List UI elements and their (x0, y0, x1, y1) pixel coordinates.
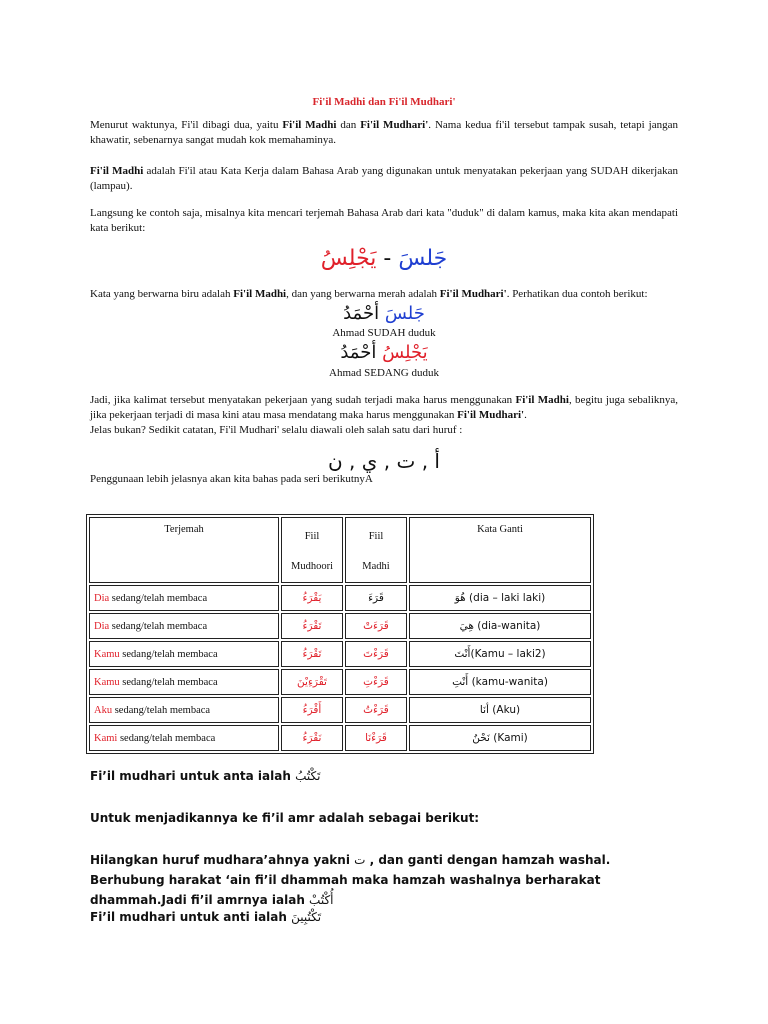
cell-terjemah: Aku sedang/telah membaca (89, 697, 279, 723)
cell-mudhari: نَقْرَءُ (281, 725, 343, 751)
amr-line-2-text: Untuk menjadikannya ke fi’il amr adalah sebagai berikut: (90, 811, 480, 825)
example-1-caption: Ahmad SUDAH duduk (332, 327, 436, 339)
intro-term-madhi: Fi'il Madhi (282, 119, 337, 131)
color-note-text-3: . Perhatikan dua contoh berikut: (506, 288, 648, 300)
cell-madhi: قَرَءْتَ (345, 641, 407, 667)
amr-line-4 (90, 907, 690, 927)
example-sentence-2 (0, 341, 768, 365)
example-1-verb: جَلسَ (384, 303, 425, 324)
prefix-letters: أ , ت , ي , ن (328, 449, 440, 473)
amr-paragraph-text-1: Hilangkan huruf mudhara’ahnya yakni (90, 853, 355, 867)
amr-line-2 (90, 808, 690, 828)
color-note-text-2: , dan yang berwarna merah adalah (286, 288, 440, 300)
example-2-verb: يَجْلِسُ (382, 342, 428, 363)
color-note-paragraph (90, 287, 678, 302)
example-intro-text: Langsung ke contoh saja, misalnya kita mencari terjemah Bahasa Arab dari kata "duduk" di dalam kamus, maka kita akan mendapati kata berikut: (90, 207, 678, 234)
conjugation-table (86, 514, 594, 754)
intro-term-mudhari: Fi'il Mudhari' (360, 119, 429, 131)
cell-madhi: قَرَءْتِ (345, 669, 407, 695)
example-2-caption: Ahmad SEDANG duduk (329, 367, 439, 379)
definition-text: adalah Fi'il atau Kata Kerja dalam Bahasa Arab yang digunakan untuk menyatakan pekerjaan yang SUDAH dikerjakan (lampau). (90, 165, 678, 192)
table-row (89, 697, 591, 723)
example-intro-paragraph (90, 206, 678, 236)
amr-paragraph-text-2: , dan ganti dengan hamzah washal. Berhubung harakat ‘ain fi’il dhammah maka hamzah washalnya berharakat dhammah.Jadi fi’il amrnya ialah (90, 853, 611, 907)
cell-mudhari: تَقْرَءُ (281, 613, 343, 639)
amr-paragraph-arabic-1: ت (354, 853, 366, 867)
table-row (89, 641, 591, 667)
next-note: Penggunaan lebih jelasnya akan kita bahas pada seri berikutnyA (90, 473, 373, 485)
definition-term: Fi'il Madhi (90, 165, 144, 177)
intro-paragraph (90, 118, 678, 148)
definition-paragraph (90, 164, 678, 194)
example-word-madhi: جَلسَ (398, 246, 448, 271)
intro-text-1: Menurut waktunya, Fi'il dibagi dua, yaitu (90, 119, 283, 131)
color-note-term-mudhari: Fi'il Mudhari' (439, 288, 507, 300)
cell-mudhari: أَقْرَءُ (281, 697, 343, 723)
cell-mudhari: تَقْرَءُ (281, 641, 343, 667)
amr-paragraph-arabic-2: أُكْتُبْ (309, 893, 334, 907)
example-words (0, 244, 768, 274)
cell-kata-ganti: هِيَ (dia-wanita) (409, 613, 591, 639)
color-note-text-1: Kata yang berwarna biru adalah (90, 288, 234, 300)
cell-madhi: قَرَءْنَا (345, 725, 407, 751)
rule-note: Jelas bukan? Sedikit catatan, Fi'il Mudhari' selalu diawali oleh salah satu dari huruf : (90, 424, 463, 436)
intro-text-2: dan (336, 119, 361, 131)
table-row (89, 585, 591, 611)
example-word-separator: - (376, 246, 399, 271)
cell-terjemah: Dia sedang/telah membaca (89, 585, 279, 611)
cell-mudhari: تَقْرَءِيْنَ (281, 669, 343, 695)
cell-terjemah: Kamu sedang/telah membaca (89, 641, 279, 667)
example-word-mudhari: يَجْلِسُ (320, 246, 377, 271)
cell-kata-ganti: أَنْتَ(Kamu – laki2) (409, 641, 591, 667)
rule-term-madhi: Fi'il Madhi (515, 394, 569, 406)
table-row (89, 613, 591, 639)
cell-madhi: قَرَءْتُ (345, 697, 407, 723)
amr-line-4-text: Fi’il mudhari untuk anti ialah (90, 910, 292, 924)
example-2-noun: أحْمَدُ (340, 342, 383, 363)
amr-line-4-arabic: تَكْتُبِينَ (291, 910, 322, 924)
amr-paragraph (90, 850, 680, 910)
intro-text-3: . Nama kedua fi'il tersebut tampak susah, tetapi jangan khawatir, sebenarnya sangat mudah kok memahaminya. (90, 119, 678, 146)
cell-terjemah: Dia sedang/telah membaca (89, 613, 279, 639)
header-fiil-mudhoori: Fiil Mudhoori (281, 517, 343, 583)
header-kata-ganti: Kata Ganti (409, 517, 591, 583)
cell-madhi: قَرَءَ (345, 585, 407, 611)
amr-line-1 (90, 766, 690, 786)
rule-text-1: Jadi, jika kalimat tersebut menyatakan pekerjaan yang sudah terjadi maka harus menggunakan (90, 394, 516, 406)
cell-madhi: قَرَءَتْ (345, 613, 407, 639)
cell-kata-ganti: أَنْتِ (kamu-wanita) (409, 669, 591, 695)
page-title: Fi'il Madhi dan Fi'il Mudhari' (312, 96, 456, 108)
rule-term-mudhari: Fi'il Mudhari' (457, 409, 525, 421)
header-fiil-madhi: Fiil Madhi (345, 517, 407, 583)
cell-mudhari: يَقْرَءُ (281, 585, 343, 611)
rule-text-2: , begitu juga sebaliknya, jika pekerjaan terjadi di masa kini atau masa mendatang maka harus menggunakan (90, 394, 679, 421)
cell-kata-ganti: أنَا (Aku) (409, 697, 591, 723)
color-note-term-madhi: Fi'il Madhi (233, 288, 287, 300)
example-sentence-1 (0, 302, 768, 326)
table-row (89, 669, 591, 695)
cell-terjemah: Kami sedang/telah membaca (89, 725, 279, 751)
cell-kata-ganti: نَحْنُ (Kami) (409, 725, 591, 751)
table-row (89, 725, 591, 751)
amr-line-1-arabic: تَكْتُبُ (295, 769, 321, 783)
cell-terjemah: Kamu sedang/telah membaca (89, 669, 279, 695)
header-terjemah: Terjemah (89, 517, 279, 583)
rule-text-3: . (524, 409, 527, 421)
table-header-row (89, 517, 591, 583)
amr-line-1-text: Fi’il mudhari untuk anta ialah (90, 769, 296, 783)
cell-kata-ganti: هُوَ (dia – laki laki) (409, 585, 591, 611)
rule-paragraph (90, 393, 678, 438)
example-1-noun: أحْمَدُ (343, 303, 385, 324)
